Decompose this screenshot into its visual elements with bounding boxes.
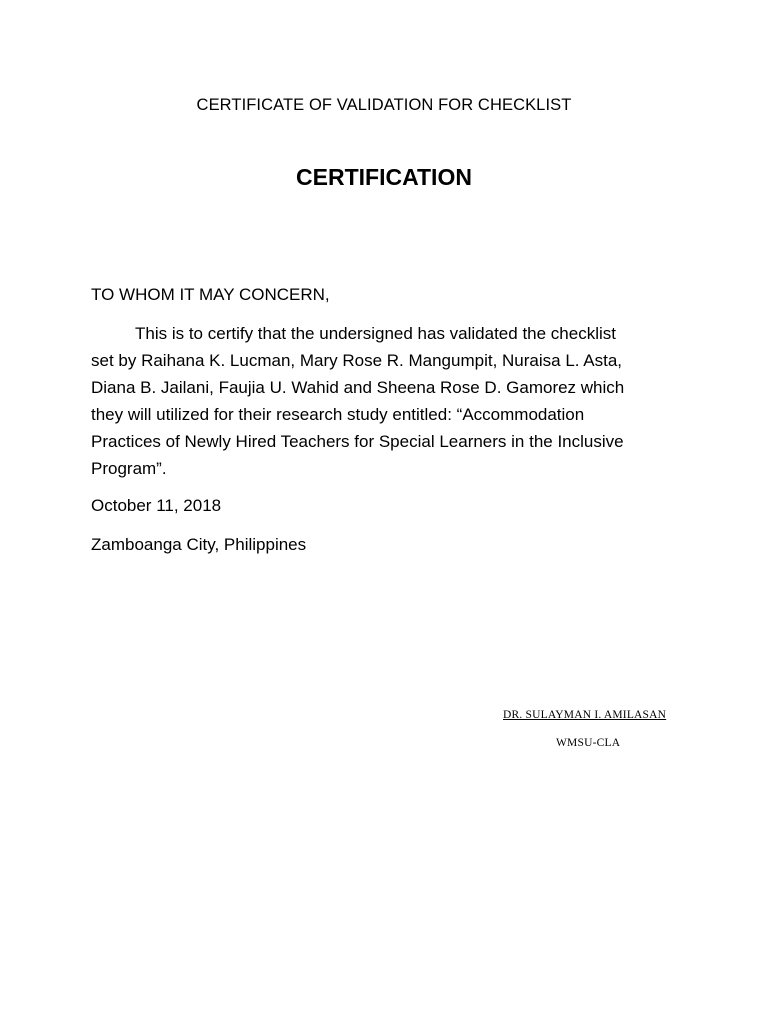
signatory-name: DR. SULAYMAN I. AMILASAN <box>503 709 667 721</box>
salutation: TO WHOM IT MAY CONCERN, <box>91 285 330 304</box>
signatory-organization: WMSU-CLA <box>556 737 621 749</box>
document-place: Zamboanga City, Philippines <box>91 535 307 554</box>
body-line: Program”. <box>91 459 167 478</box>
body-line: This is to certify that the undersigned has validated the checklist <box>135 324 616 343</box>
body-line: they will utilized for their research study entitled: “Accommodation <box>91 405 585 424</box>
body-line: Practices of Newly Hired Teachers for Special Learners in the Inclusive <box>91 432 624 451</box>
body-line: Diana B. Jailani, Faujia U. Wahid and Sheena Rose D. Gamorez which <box>91 378 625 397</box>
body-paragraph <box>91 320 671 482</box>
document-header: CERTIFICATE OF VALIDATION FOR CHECKLIST <box>196 96 572 114</box>
body-line: set by Raihana K. Lucman, Mary Rose R. Mangumpit, Nuraisa L. Asta, <box>91 351 623 370</box>
document-date: October 11, 2018 <box>91 496 222 515</box>
document-title: CERTIFICATION <box>296 164 472 190</box>
